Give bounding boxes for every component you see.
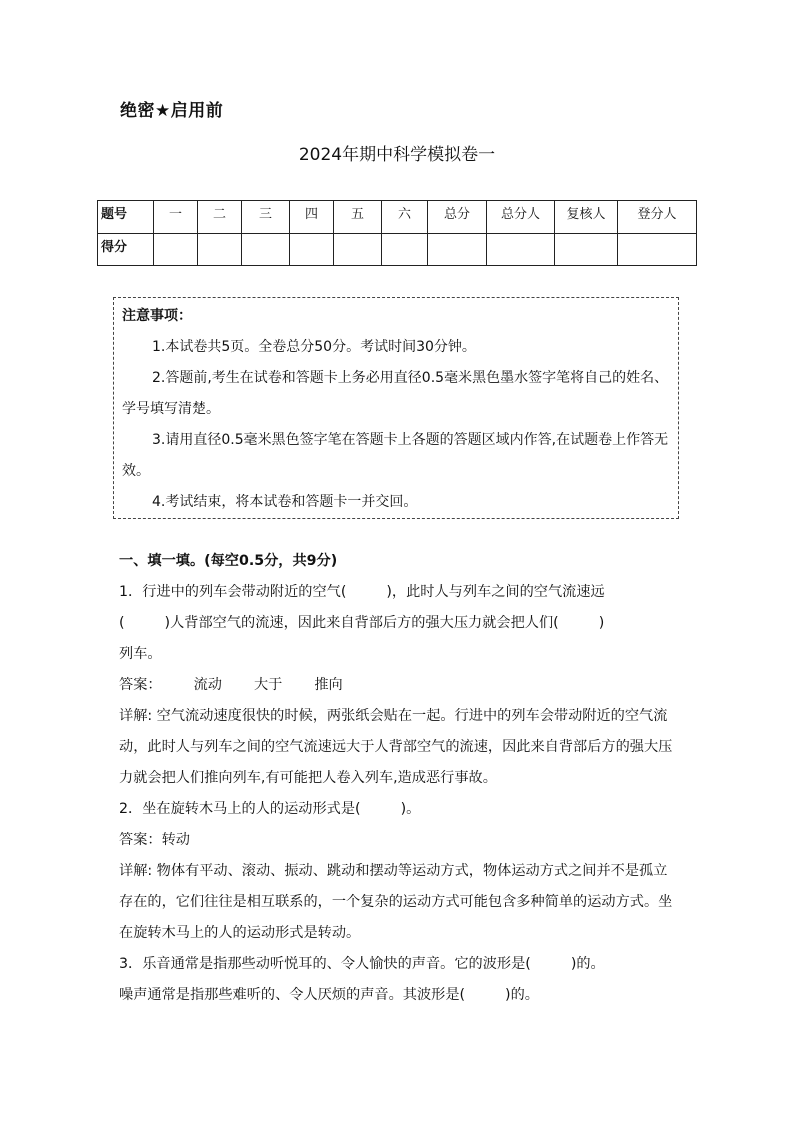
q1-text-c: ( xyxy=(119,615,125,631)
q1-text-d: )人背部空气的流速，因此来自背部后方的强大压力就会把人们( xyxy=(164,615,559,631)
header-cell: 五 xyxy=(334,201,382,234)
q1-text-f: 列车。 xyxy=(119,646,162,662)
header-cell: 一 xyxy=(154,201,198,234)
score-row-label: 得分 xyxy=(98,233,154,266)
header-cell: 四 xyxy=(290,201,334,234)
q1-answer xyxy=(119,670,679,701)
q2-text-a: 2．坐在旋转木马上的人的运动形式是( xyxy=(119,801,361,817)
answer-label: 答案： xyxy=(119,677,162,693)
question-3 xyxy=(119,949,679,1011)
score-table-score-row xyxy=(98,233,697,266)
notice-box xyxy=(113,297,679,519)
question-2 xyxy=(119,794,679,825)
header-cell: 复核人 xyxy=(555,201,618,234)
answer-item: 推向 xyxy=(314,677,343,693)
q1-detail: 详解: 空气流动速度很快的时候，两张纸会贴在一起。行进中的列车会带动附近的空气流动，此时人与列车之间的空气流速远大于人背部空气的流速，因此来自背部后方的强大压力就会把人们推向列车,有可能把人卷入列车,造成恶行事故。 xyxy=(119,708,673,786)
score-cell xyxy=(555,233,618,266)
question-1 xyxy=(119,577,679,670)
notice-item: 4.考试结束，将本试卷和答题卡一并交回。 xyxy=(152,494,418,510)
q1-text-e: ) xyxy=(598,615,605,631)
header-cell: 六 xyxy=(382,201,428,234)
notice-item: 3.请用直径0.5毫米黑色签字笔在答题卡上各题的答题区域内作答,在试题卷上作答无效。 xyxy=(122,432,669,479)
q2-detail: 详解: 物体有平动、滚动、振动、跳动和摆动等运动方式，物体运动方式之间并不是孤立存在的，它们往往是相互联系的，一个复杂的运动方式可能包含多种简单的运动方式。坐在旋转木马上的人的运动形式是转动。 xyxy=(119,863,673,941)
header-cell: 二 xyxy=(198,201,242,234)
q1-text-a: 1．行进中的列车会带动附近的空气( xyxy=(119,584,347,600)
header-cell: 总分人 xyxy=(487,201,555,234)
header-cell: 总分 xyxy=(428,201,487,234)
page-title: 2024年期中科学模拟卷一 xyxy=(298,145,496,165)
q3-text-b: )的。 xyxy=(570,956,605,972)
q3-text-a: 3．乐音通常是指那些动听悦耳的、令人愉快的声音。它的波形是( xyxy=(119,956,531,972)
notice-item: 1.本试卷共5页。全卷总分50分。考试时间30分钟。 xyxy=(152,339,476,355)
header-cell: 登分人 xyxy=(618,201,697,234)
answer-item: 流动 xyxy=(193,677,222,693)
score-cell xyxy=(242,233,290,266)
score-cell xyxy=(428,233,487,266)
q1-text-b: )，此时人与列车之间的空气流速远 xyxy=(386,584,605,600)
question-section xyxy=(119,546,679,1011)
score-cell xyxy=(154,233,198,266)
score-cell xyxy=(618,233,697,266)
score-table-header-row xyxy=(98,201,697,234)
q2-answer: 答案：转动 xyxy=(119,832,190,848)
answer-item: 大于 xyxy=(253,677,283,693)
notice-heading: 注意事项： xyxy=(122,308,192,324)
q3-text-c: 噪声通常是指那些难听的、令人厌烦的声音。其波形是( xyxy=(119,987,466,1003)
score-cell xyxy=(487,233,555,266)
score-cell xyxy=(334,233,382,266)
header-cell: 三 xyxy=(242,201,290,234)
score-table xyxy=(97,200,697,266)
score-cell xyxy=(382,233,428,266)
score-cell xyxy=(290,233,334,266)
q2-text-b: )。 xyxy=(400,801,421,817)
header-cell: 题号 xyxy=(98,201,154,234)
notice-item: 2.答题前,考生在试卷和答题卡上务必用直径0.5毫米黑色墨水签字笔将自己的姓名、学号填写清楚。 xyxy=(122,370,669,417)
section-heading: 一、填一填。(每空0.5分，共9分) xyxy=(119,553,338,569)
secret-label: 绝密★启用前 xyxy=(120,101,224,121)
q3-text-d: )的。 xyxy=(505,987,539,1003)
score-cell xyxy=(198,233,242,266)
